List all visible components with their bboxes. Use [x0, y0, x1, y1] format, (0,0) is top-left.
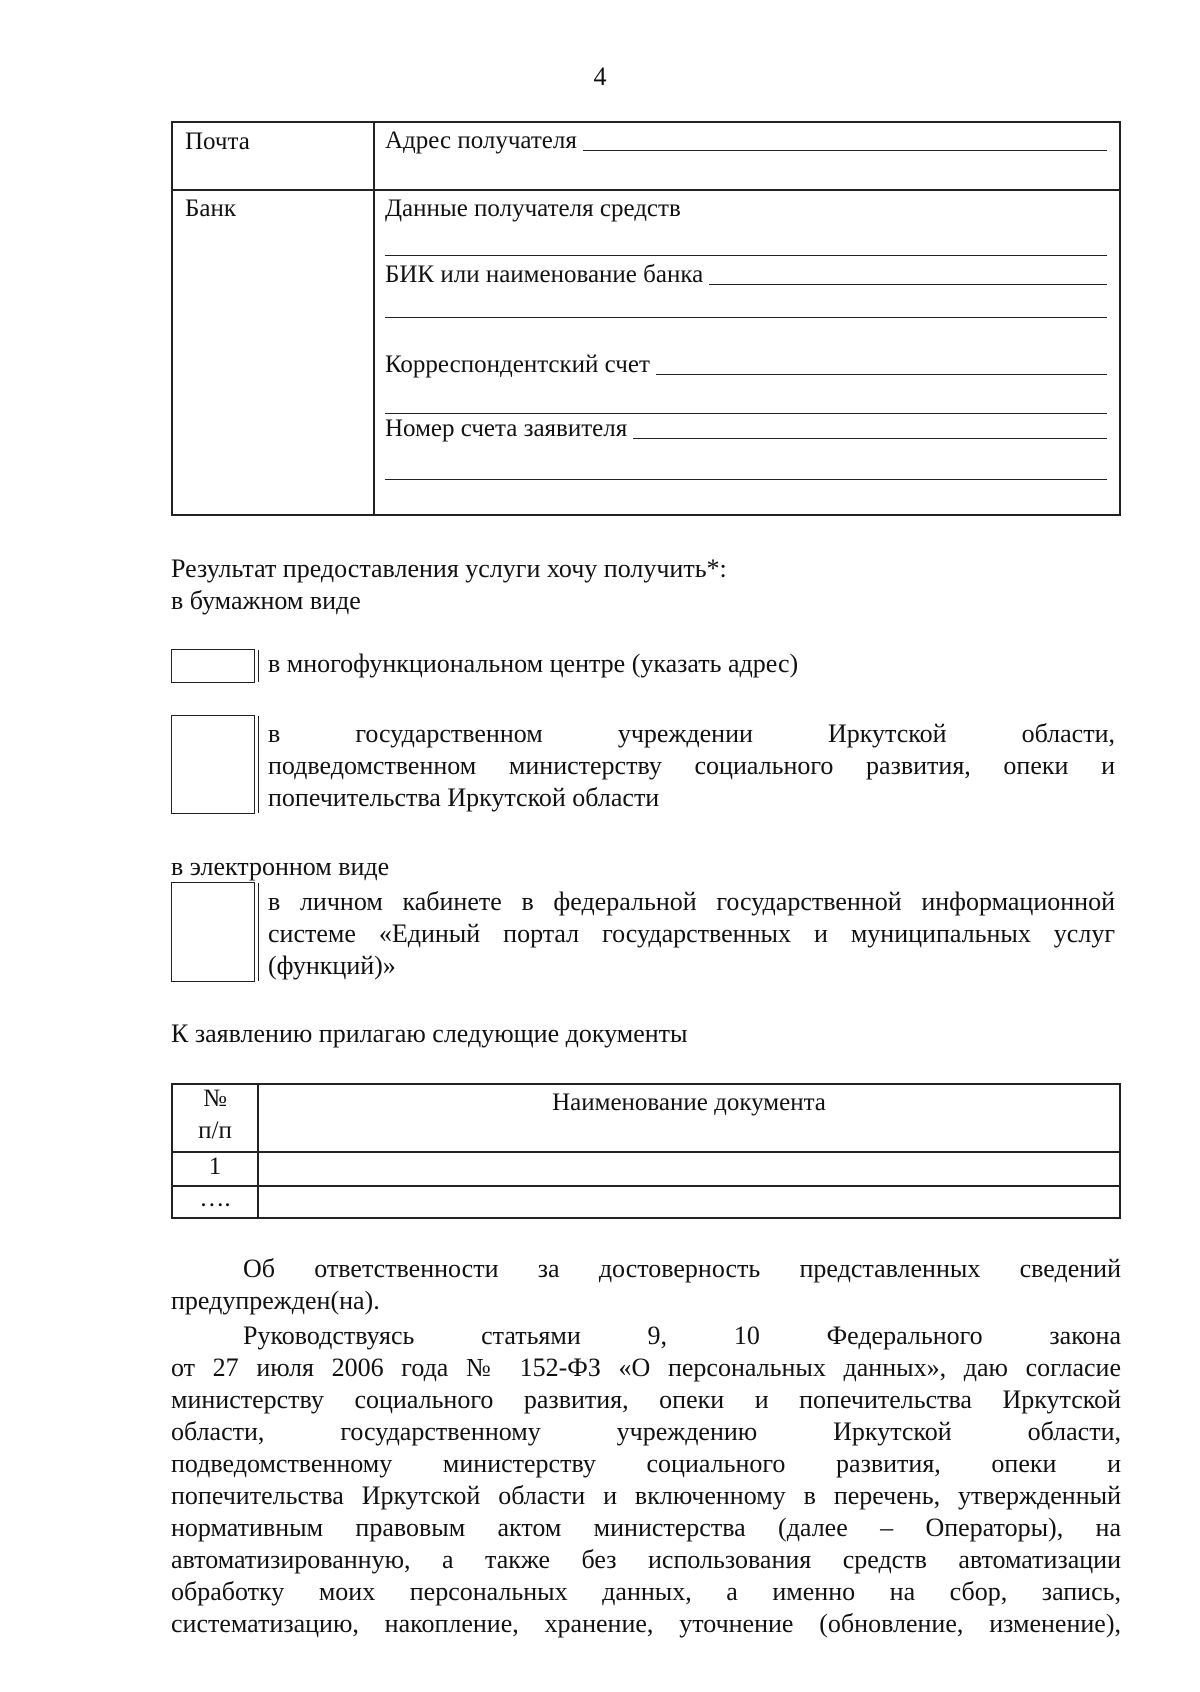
row-number: 1: [208, 1153, 222, 1180]
gov-option-line: попечительства Иркутской области: [268, 783, 660, 812]
bank-recipient-field: [385, 195, 1107, 223]
bank-label: Банк: [185, 195, 236, 222]
portal-checkbox[interactable]: [171, 882, 255, 982]
paragraph-line: Руководствуясь статьями 9, 10 Федерального закона: [243, 1321, 1121, 1350]
fill-line: [583, 149, 1107, 151]
page-number: 4: [593, 62, 607, 91]
mail-label: Почта: [185, 128, 250, 155]
portal-option-line: системе «Единый портал государственных и муниципальных услуг: [268, 919, 1115, 948]
paragraph-line: нормативным правовым актом министерства (далее – Операторы), на: [171, 1513, 1121, 1542]
bank-account-label: Номер счета заявителя: [385, 415, 628, 442]
row-number: ….: [199, 1185, 231, 1212]
fill-line: [656, 373, 1107, 375]
paragraph-line: Об ответственности за достоверность представленных сведений: [243, 1254, 1121, 1283]
col-num-header: №: [203, 1085, 227, 1112]
paper-heading: в бумажном виде: [171, 586, 361, 615]
gov-option-line: подведомственном министерству социального развития, опеки и: [268, 751, 1115, 780]
fill-line: [633, 437, 1107, 439]
fill-line[interactable]: [385, 413, 1107, 414]
paragraph-line: систематизацию, накопление, хранение, уточнение (обновление, изменение),: [171, 1609, 1121, 1638]
col-num-header: п/п: [198, 1117, 232, 1144]
bank-corr-field[interactable]: [385, 351, 1107, 379]
portal-option-line: в личном кабинете в федеральной государственной информационной: [268, 887, 1115, 916]
bank-corr-label: Корреспондентский счет: [385, 351, 650, 378]
bank-bik-label: БИК или наименование банка: [385, 261, 704, 288]
paragraph-line: подведомственному министерству социального развития, опеки и: [171, 1449, 1121, 1478]
table-divider: [173, 1151, 1119, 1153]
mail-address-field[interactable]: [385, 127, 1107, 155]
bank-recipient-label: Данные получателя средств: [385, 195, 681, 222]
mail-address-label: Адрес получателя: [385, 127, 577, 154]
bank-account-field[interactable]: [385, 415, 1107, 443]
paragraph-line: обработку моих персональных данных, а именно на сбор, запись,: [171, 1577, 1121, 1606]
paragraph-line: области, государственному учреждению Иркутской области,: [171, 1417, 1121, 1446]
gov-institution-checkbox[interactable]: [171, 715, 255, 814]
responsibility-paragraph: [171, 1253, 1121, 1317]
fill-line[interactable]: [385, 479, 1107, 480]
paragraph-line: министерству социального развития, опеки и попечительства Иркутской: [171, 1385, 1121, 1414]
table-divider: [173, 189, 1119, 191]
portal-option-line: (функций)»: [268, 951, 396, 980]
paragraph-line: предупрежден(на).: [171, 1286, 380, 1315]
attachments-heading: К заявлению прилагаю следующие документы: [171, 1019, 688, 1048]
electronic-heading: в электронном виде: [171, 852, 390, 881]
table-divider: [373, 123, 375, 514]
paragraph-line: автоматизированную, а также без использования средств автоматизации: [171, 1545, 1121, 1574]
mfc-option-label: в многофункциональном центре (указать адрес): [268, 649, 799, 678]
fill-line[interactable]: [385, 317, 1107, 318]
fill-line[interactable]: [385, 255, 1107, 256]
paragraph-line: попечительства Иркутской области и включенному в перечень, утвержденный: [171, 1481, 1121, 1510]
gov-option-line: в государственном учреждении Иркутской области,: [268, 719, 1115, 748]
result-heading: Результат предоставления услуги хочу получить*:: [171, 554, 727, 583]
fill-line: [709, 283, 1107, 285]
mfc-checkbox[interactable]: [171, 649, 255, 683]
consent-paragraph: [171, 1320, 1121, 1640]
attachments-table: [171, 1083, 1121, 1219]
paragraph-line: от 27 июля 2006 года № 152-ФЗ «О персональных данных», даю согласие: [171, 1353, 1121, 1382]
contact-table: [171, 121, 1121, 516]
bank-bik-field[interactable]: [385, 261, 1107, 289]
table-divider: [173, 1185, 1119, 1187]
col-name-header: Наименование документа: [552, 1089, 826, 1116]
